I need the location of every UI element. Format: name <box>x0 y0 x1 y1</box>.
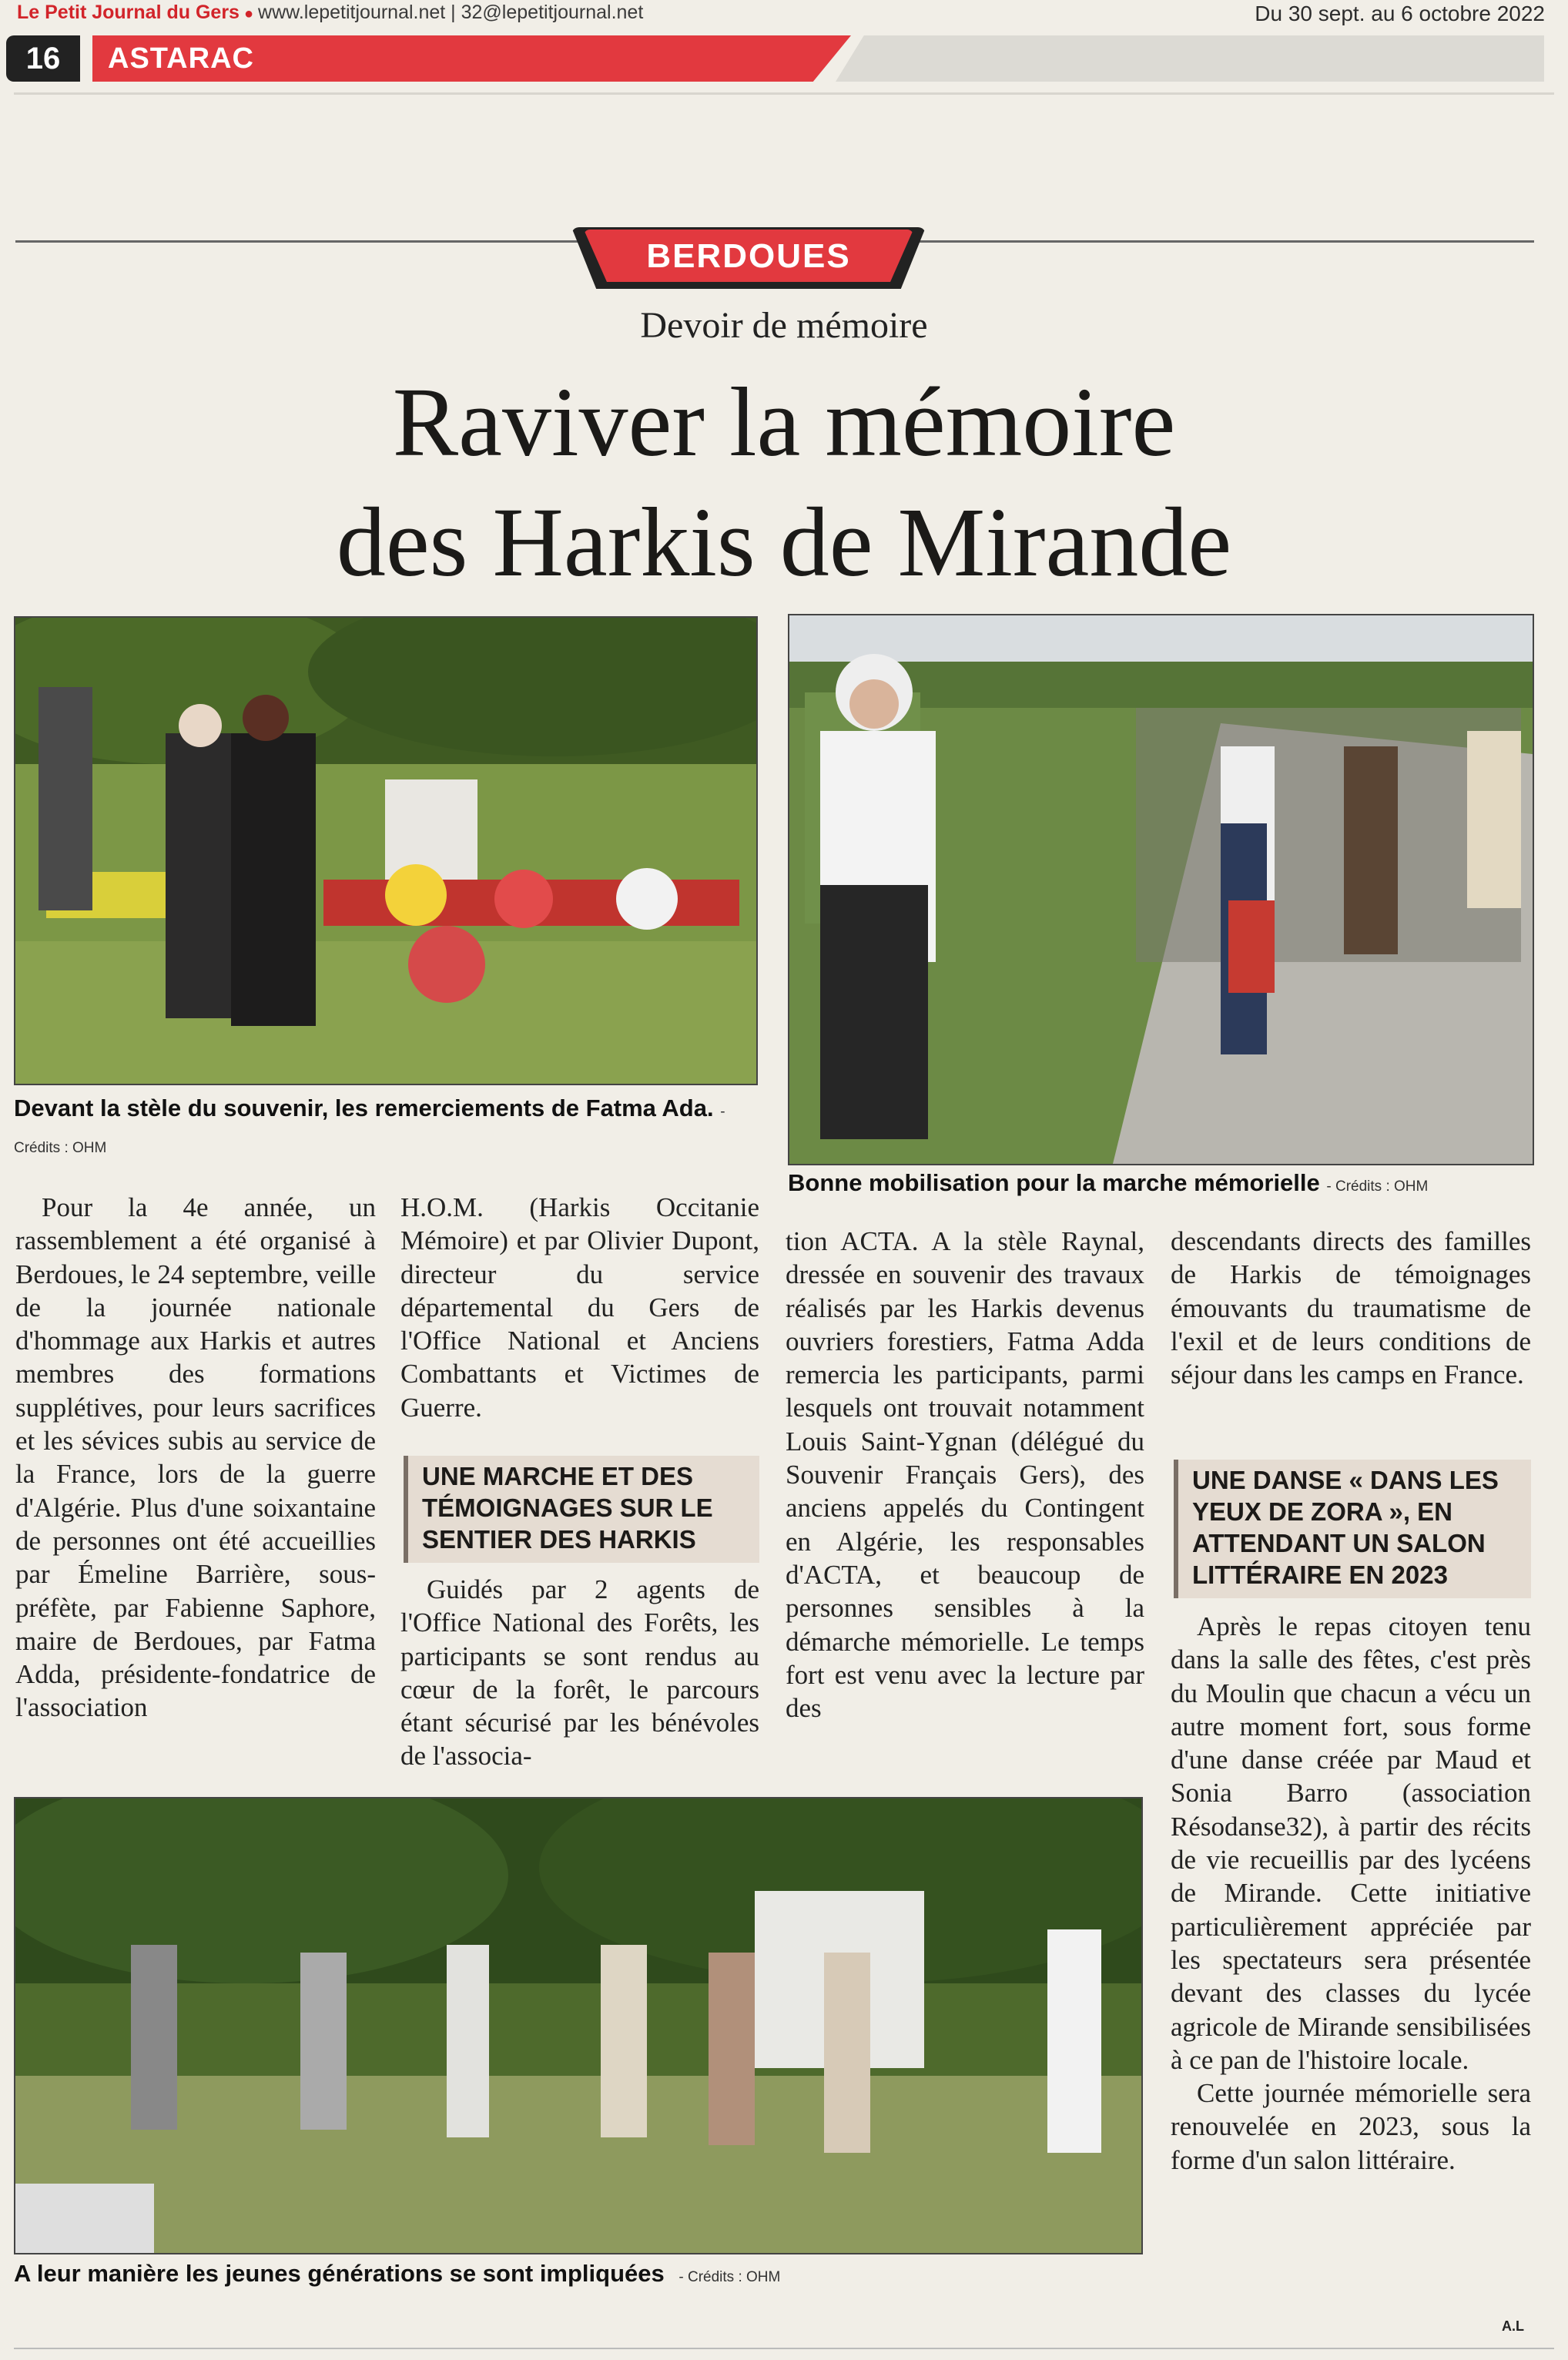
photo-dance-caption-text: A leur manière les jeunes générations se sont impliquées <box>14 2260 665 2287</box>
photo-dance <box>14 1797 1143 2254</box>
kicker-rule-left <box>15 240 585 243</box>
photo-dance-image <box>15 1798 1141 2253</box>
article-column-2b <box>400 1573 759 1773</box>
photo-march-credit: - Crédits : OHM <box>1326 1178 1429 1195</box>
headline-line-2: des Harkis de Mirande <box>336 488 1232 597</box>
header-grey-band <box>836 35 1544 82</box>
article-column-4b <box>1171 1610 1531 2177</box>
kicker-label: BERDOUES <box>646 237 851 275</box>
page-number: 16 <box>6 35 80 82</box>
photo-stele-caption <box>14 1092 755 1165</box>
kicker-rule-right <box>903 240 1534 243</box>
contact-line: www.lepetitjournal.net | 32@lepetitjournal.net <box>258 2 644 23</box>
bullet-icon: ● <box>243 5 254 22</box>
photo-stele-image <box>15 618 756 1084</box>
paragraph-guides: Guidés par 2 agents de l'Office National des Forêts, les participants se sont rendus au cœur de la forêt, le parcours étant sécurisé par les bénévoles de l'associa- <box>400 1574 759 1772</box>
photo-stele-caption-text: Devant la stèle du souvenir, les remerciements de Fatma Ada. <box>14 1095 714 1121</box>
article-headline <box>0 362 1568 602</box>
article-column-2 <box>400 1191 759 1424</box>
photo-dance-caption <box>14 2258 1140 2294</box>
header-divider <box>14 92 1554 95</box>
paragraph-descendants: descendants directs des familles de Harkis de témoignages émouvants du traumatisme de l'exil et de leurs conditions de séjour dans les camps en France. <box>1171 1226 1531 1390</box>
photo-stele <box>14 616 758 1085</box>
photo-march-image <box>789 615 1533 1164</box>
paragraph-acta: tion ACTA. A la stèle Raynal, dressée en souvenir des travaux réalisés par les Harkis devenus ouvriers forestiers, Fatma Adda remercia les participants, parmi lesquels ont trouvait notamment Louis Saint-Ygnan (délégué du Souvenir Français Gers), des anciens appelés du Contingent en Algérie, les responsables d'ACTA, et beaucoup de personnes sensibles à la démarche mémorielle. Le temps fort est venu avec la lecture par des <box>786 1226 1144 1724</box>
subhead-marche: UNE MARCHE ET DES TÉMOIGNAGES SUR LE SENTIER DES HARKIS <box>404 1456 759 1563</box>
footer-divider <box>14 2348 1554 2349</box>
author-signature: A.L <box>1502 2318 1524 2334</box>
article-column-1 <box>15 1191 376 1725</box>
masthead <box>17 2 643 24</box>
paragraph-conclusion: Cette journée mémorielle sera renouvelée en 2023, sous la forme d'un salon littéraire. <box>1171 2078 1531 2175</box>
paragraph-intro: Pour la 4e année, un rassemblement a été organisé à Berdoues, le 24 septembre, veille de la journée nationale d'hommage aux Harkis et autres membres des formations supplétives, pour leurs sacrifices et les sévices subis au service de la France, lors de la guerre d'Algérie. Plus d'une soixantaine de personnes ont été accueillies par Émeline Barrière, sous-préfète, par Fabienne Saphore, maire de Berdoues, par Fatma Adda, présidente-fondatrice de l'association <box>15 1192 376 1723</box>
subhead-danse: UNE DANSE « DANS LES YEUX DE ZORA », EN ATTENDANT UN SALON LITTÉRAIRE EN 2023 <box>1174 1460 1531 1598</box>
headline-line-1: Raviver la mémoire <box>392 367 1176 477</box>
section-label: ASTARAC <box>108 42 254 75</box>
issue-date: Du 30 sept. au 6 octobre 2022 <box>1255 2 1545 25</box>
photo-stele-credit: - Crédits : OHM <box>14 1104 725 1156</box>
brand-name: Le Petit Journal du Gers <box>17 2 240 23</box>
paragraph-danse: Après le repas citoyen tenu dans la salle des fêtes, c'est près du Moulin que chacun a vécu un autre moment fort, sous forme d'une danse créée par Maud et Sonia Barro (association Résodanse32), à partir des récits de vie recueillis par des lycéens de Mirande. Cette initiative particulièrement appréciée par les spectateurs sera présentée devant des classes du lycée agricole de Mirande sensibilisées à ce pan de l'histoire locale. <box>1171 1611 1531 2075</box>
article-surtitle: Devoir de mémoire <box>640 305 928 346</box>
photo-dance-credit: - Crédits : OHM <box>678 2269 781 2285</box>
paragraph-hom: H.O.M. (Harkis Occitanie Mémoire) et par Olivier Dupont, directeur du service départemental du Gers de l'Office National et Anciens Combattants et Victimes de Guerre. <box>400 1192 759 1423</box>
article-column-4 <box>1171 1225 1531 1391</box>
photo-march <box>788 614 1534 1165</box>
photo-march-caption-text: Bonne mobilisation pour la marche mémorielle <box>788 1169 1320 1196</box>
photo-march-caption <box>788 1167 1531 1203</box>
article-column-3 <box>786 1225 1144 1725</box>
